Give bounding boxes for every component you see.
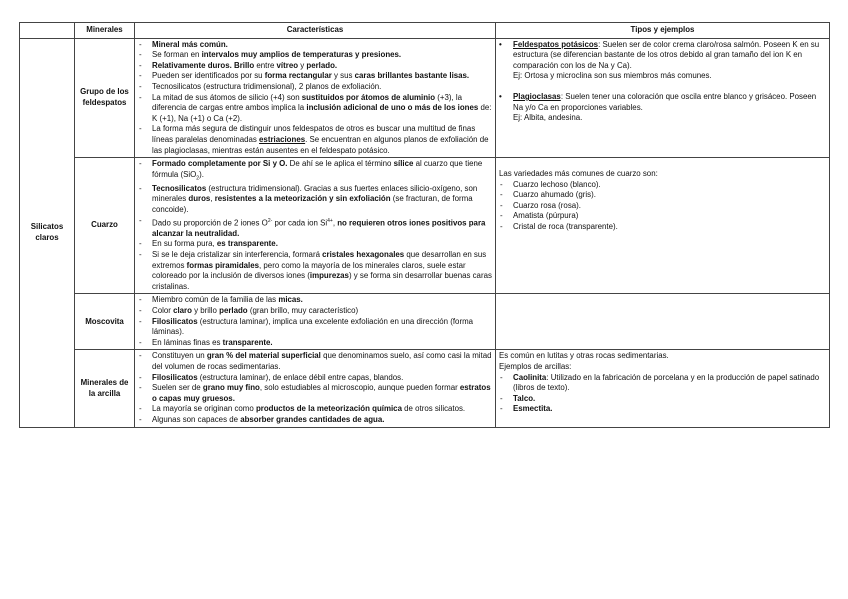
list-item: - En su forma pura, es transparente. [138,239,492,250]
arcilla-characteristics [135,350,496,427]
header-tipos: Tipos y ejemplos [496,23,830,39]
list-item: - Miembro común de la familia de las micas. [138,295,492,306]
list-item: - En láminas finas es transparente. [138,338,492,349]
list-item: - Talco. [499,394,826,405]
header-empty [20,23,75,39]
list-item: - Mineral más común. [138,40,492,51]
list-item: - Caolinita: Utilizado en la fabricación de porcelana y en la producción de papel satinado (libros de texto). [499,373,826,394]
header-row [20,23,830,39]
mineral-name-moscovita: Moscovita [75,294,135,350]
list-item: - Amatista (púrpura) [499,211,826,222]
type-title: Feldespatos potásicos [513,39,599,49]
mineral-name-arcilla: Minerales de la arcilla [75,350,135,427]
mineral-name-feldespatos: Grupo de los feldespatos [75,38,135,158]
moscovita-types [496,294,830,350]
list-item: • Feldespatos potásicos: Suelen ser de color crema claro/rosa salmón. Poseen K en su estructura (se diferencian bastante de los otros debido al gran tamaño del ion K en comparación con los de Na y Ca). Ej: Ortosa y microclina son sus miembros más comunes. [499,40,826,82]
list-item: - Si se le deja cristalizar sin interferencia, formará cristales hexagonales que desarrollan en sus extremos formas piramidales, pero como la mayoría de los minerales claros, suele estar coloreado por la inclusión de diversos iones (impurezas) y se forma sin desarrollar buenas caras cristalinas. [138,250,492,292]
minerals-table [19,22,830,428]
list-item: - Color claro y brillo perlado (gran brillo, muy característico) [138,306,492,317]
header-caracteristicas: Características [135,23,496,39]
list-item: - Cristal de roca (transparente). [499,222,826,233]
list-item: - Dado su proporción de 2 iones $O^{2-}$ por cada ion $Si^{4+}$, no requieren otros iones positivos para alcanzar la neutralidad. [138,216,492,240]
mineral-name-cuarzo: Cuarzo [75,158,135,294]
list-item: - Cuarzo lechoso (blanco). [499,180,826,191]
cuarzo-characteristics [135,158,496,294]
arcilla-types [496,350,830,427]
list-item: - Tecnosilicatos (estructura tridimensional). Gracias a sus fuertes enlaces silicio-oxígeno, son minerales duros, resistentes a la meteorización y sin exfoliación (se fracturan, de forma concoide). [138,184,492,216]
cuarzo-types [496,158,830,294]
group-label: Silicatos claros [20,38,75,427]
list-item: - Cuarzo rosa (rosa). [499,201,826,212]
list-item: - Suelen ser de grano muy fino, solo estudiables al microscopio, aunque pueden formar estratos o capas muy gruesos. [138,383,492,404]
list-item: - Esmectita. [499,404,826,415]
list-item: - La mayoría se originan como productos de la meteorización química de otros silicatos. [138,404,492,415]
type-title: Caolinita [513,372,547,382]
list-item: - Se forman en intervalos muy amplios de temperaturas y presiones. [138,50,492,61]
list-item: - Formado completamente por Si y O. De ahí se le aplica el término sílice al cuarzo que tiene fórmula (SiO$_2$). [138,159,492,184]
feldespatos-types [496,38,830,158]
moscovita-characteristics [135,294,496,350]
list-item: - Algunas son capaces de absorber grandes cantidades de agua. [138,415,492,426]
type-title: Plagioclasas [513,91,561,101]
list-item: - La mitad de sus átomos de silicio (+4) son sustituidos por átomos de aluminio (+3), la diferencia de cargas entre ambos implica la inclusión adicional de uno o más de los iones de: K (+1), Na (+1) o Ca (+2). [138,93,492,125]
list-item: - Constituyen un gran % del material superficial que denominamos suelo, así como casi la mitad del volumen de rocas sedimentarias. [138,351,492,372]
row-feldespatos [20,38,830,158]
list-item: - Pueden ser identificados por su forma rectangular y sus caras brillantes bastante lisas. [138,71,492,82]
feldespatos-characteristics [135,38,496,158]
list-item: - La forma más segura de distinguir unos feldespatos de otros es buscar una multitud de finas líneas paralelas denominadas estriaciones. Se encuentran en algunos planos de exfoliación de las plagioclasas, mientras están ausentes en el feldespato potásico. [138,124,492,156]
row-arcilla [20,350,830,427]
list-item: - Filosilicatos (estructura laminar), de enlace débil entre capas, blandos. [138,373,492,384]
row-moscovita [20,294,830,350]
arcilla-intro1: Es común en lutitas y otras rocas sedimentarias. [499,351,669,361]
row-cuarzo [20,158,830,294]
list-item: • Plagioclasas: Suelen tener una coloración que oscila entre blanco y grisáceo. Poseen Na y/o Ca en proporciones variables. Ej: Albita, andesina. [499,92,826,124]
list-item: - Cuarzo ahumado (gris). [499,190,826,201]
list-item: - Tecnosilicatos (estructura tridimensional), 2 planos de exfoliación. [138,82,492,93]
header-minerales: Minerales [75,23,135,39]
list-item: - Filosilicatos (estructura laminar), implica una excelente exfoliación en una dirección (forma láminas). [138,317,492,338]
arcilla-intro2: Ejemplos de arcillas: [499,362,572,372]
list-item: - Relativamente duros. Brillo entre vítreo y perlado. [138,61,492,72]
cuarzo-intro: Las variedades más comunes de cuarzo son: [499,169,658,178]
